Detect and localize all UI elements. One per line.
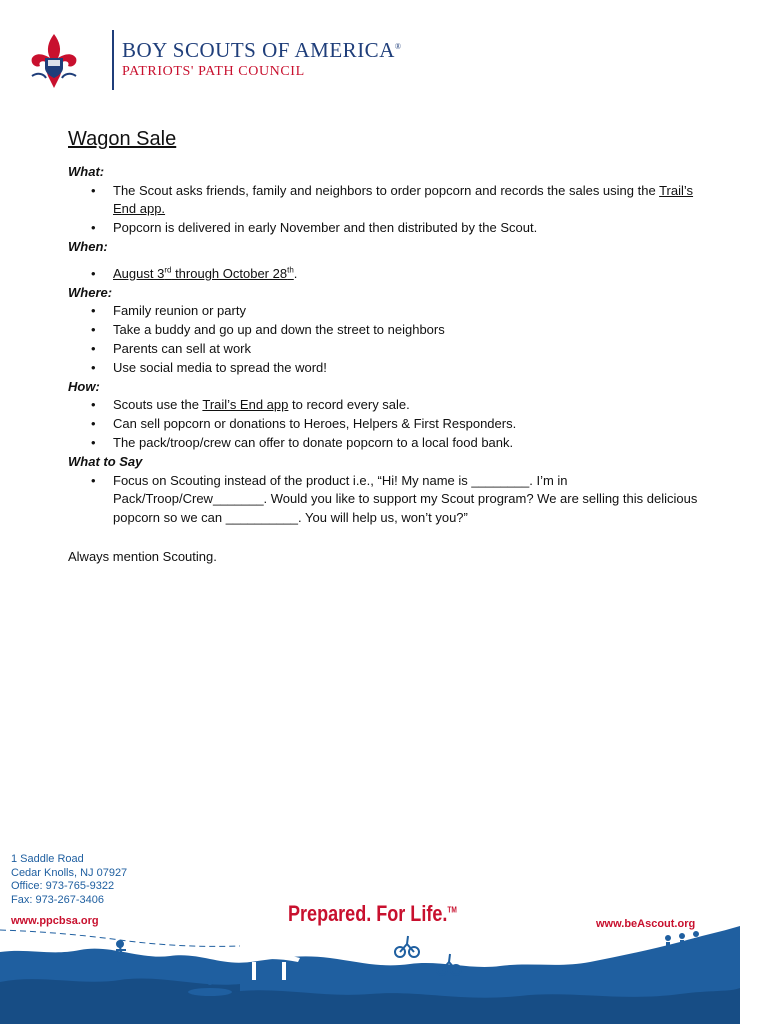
what-list	[68, 182, 708, 238]
what-to-say-list	[68, 472, 708, 528]
council-website-link[interactable]: www.ppcbsa.org	[11, 915, 99, 927]
section-when-heading: When:	[68, 238, 108, 254]
trails-end-app-link[interactable]: Trail’s End app	[202, 397, 289, 413]
when-list	[68, 265, 708, 284]
office-phone: Office: 973-765-9322	[11, 880, 115, 892]
address-line: 1 Saddle Road	[11, 853, 84, 865]
list-item: • Scouts use the Trail’s End app to record every sale.	[113, 396, 708, 415]
date-range: August 3rd through October 28th	[113, 265, 294, 281]
list-item: • Family reunion or party	[113, 302, 708, 321]
council-name: PATRIOTS' PATH COUNCIL	[122, 64, 305, 79]
section-what-heading: What:	[68, 163, 105, 179]
list-item: • Use social media to spread the word!	[113, 359, 708, 378]
logo-divider	[112, 30, 114, 90]
section-what-to-say-heading: What to Say	[68, 453, 143, 469]
list-item: • The pack/troop/crew can offer to donate popcorn to a local food bank.	[113, 434, 708, 453]
list-item: • Take a buddy and go up and down the street to neighbors	[113, 321, 708, 340]
closing-note: Always mention Scouting.	[68, 548, 217, 564]
org-name: BOY SCOUTS OF AMERICA®	[122, 38, 402, 62]
fleur-de-lis-icon	[28, 32, 80, 90]
list-item: • Parents can sell at work	[113, 340, 708, 359]
list-item: • Can sell popcorn or donations to Heroes, Helpers & First Responders.	[113, 415, 708, 434]
how-list	[68, 396, 708, 452]
council-address	[11, 853, 127, 907]
beascout-website-link[interactable]: www.beAscout.org	[596, 918, 696, 930]
bsa-logo	[28, 30, 402, 90]
section-how-heading: How:	[68, 378, 100, 394]
fax-number: Fax: 973-267-3406	[11, 893, 104, 906]
trails-end-app-link[interactable]: Trail’s End app.	[113, 182, 694, 217]
document-body	[68, 130, 708, 567]
list-item: • August 3rd through October 28th.	[113, 265, 708, 284]
list-item: • Popcorn is delivered in early November and then distributed by the Scout.	[113, 219, 708, 238]
document-title: Wagon Sale	[68, 128, 177, 150]
list-item: • Focus on Scouting instead of the product i.e., “Hi! My name is ________. I’m in Pack/Troop/Crew_______. Would you like to support my Scout program? We are selling this delicious popcorn so we can __________. You will help us, won’t you?”	[113, 472, 708, 528]
list-item: • The Scout asks friends, family and neighbors to order popcorn and records the sales using the Trail’s End app.	[113, 182, 708, 220]
tagline: Prepared. For Life.™	[288, 901, 457, 926]
section-where-heading: Where:	[68, 284, 113, 300]
outdoor-landscape-illustration	[0, 922, 770, 1024]
where-list	[68, 302, 708, 377]
address-line: Cedar Knolls, NJ 07927	[11, 866, 128, 879]
